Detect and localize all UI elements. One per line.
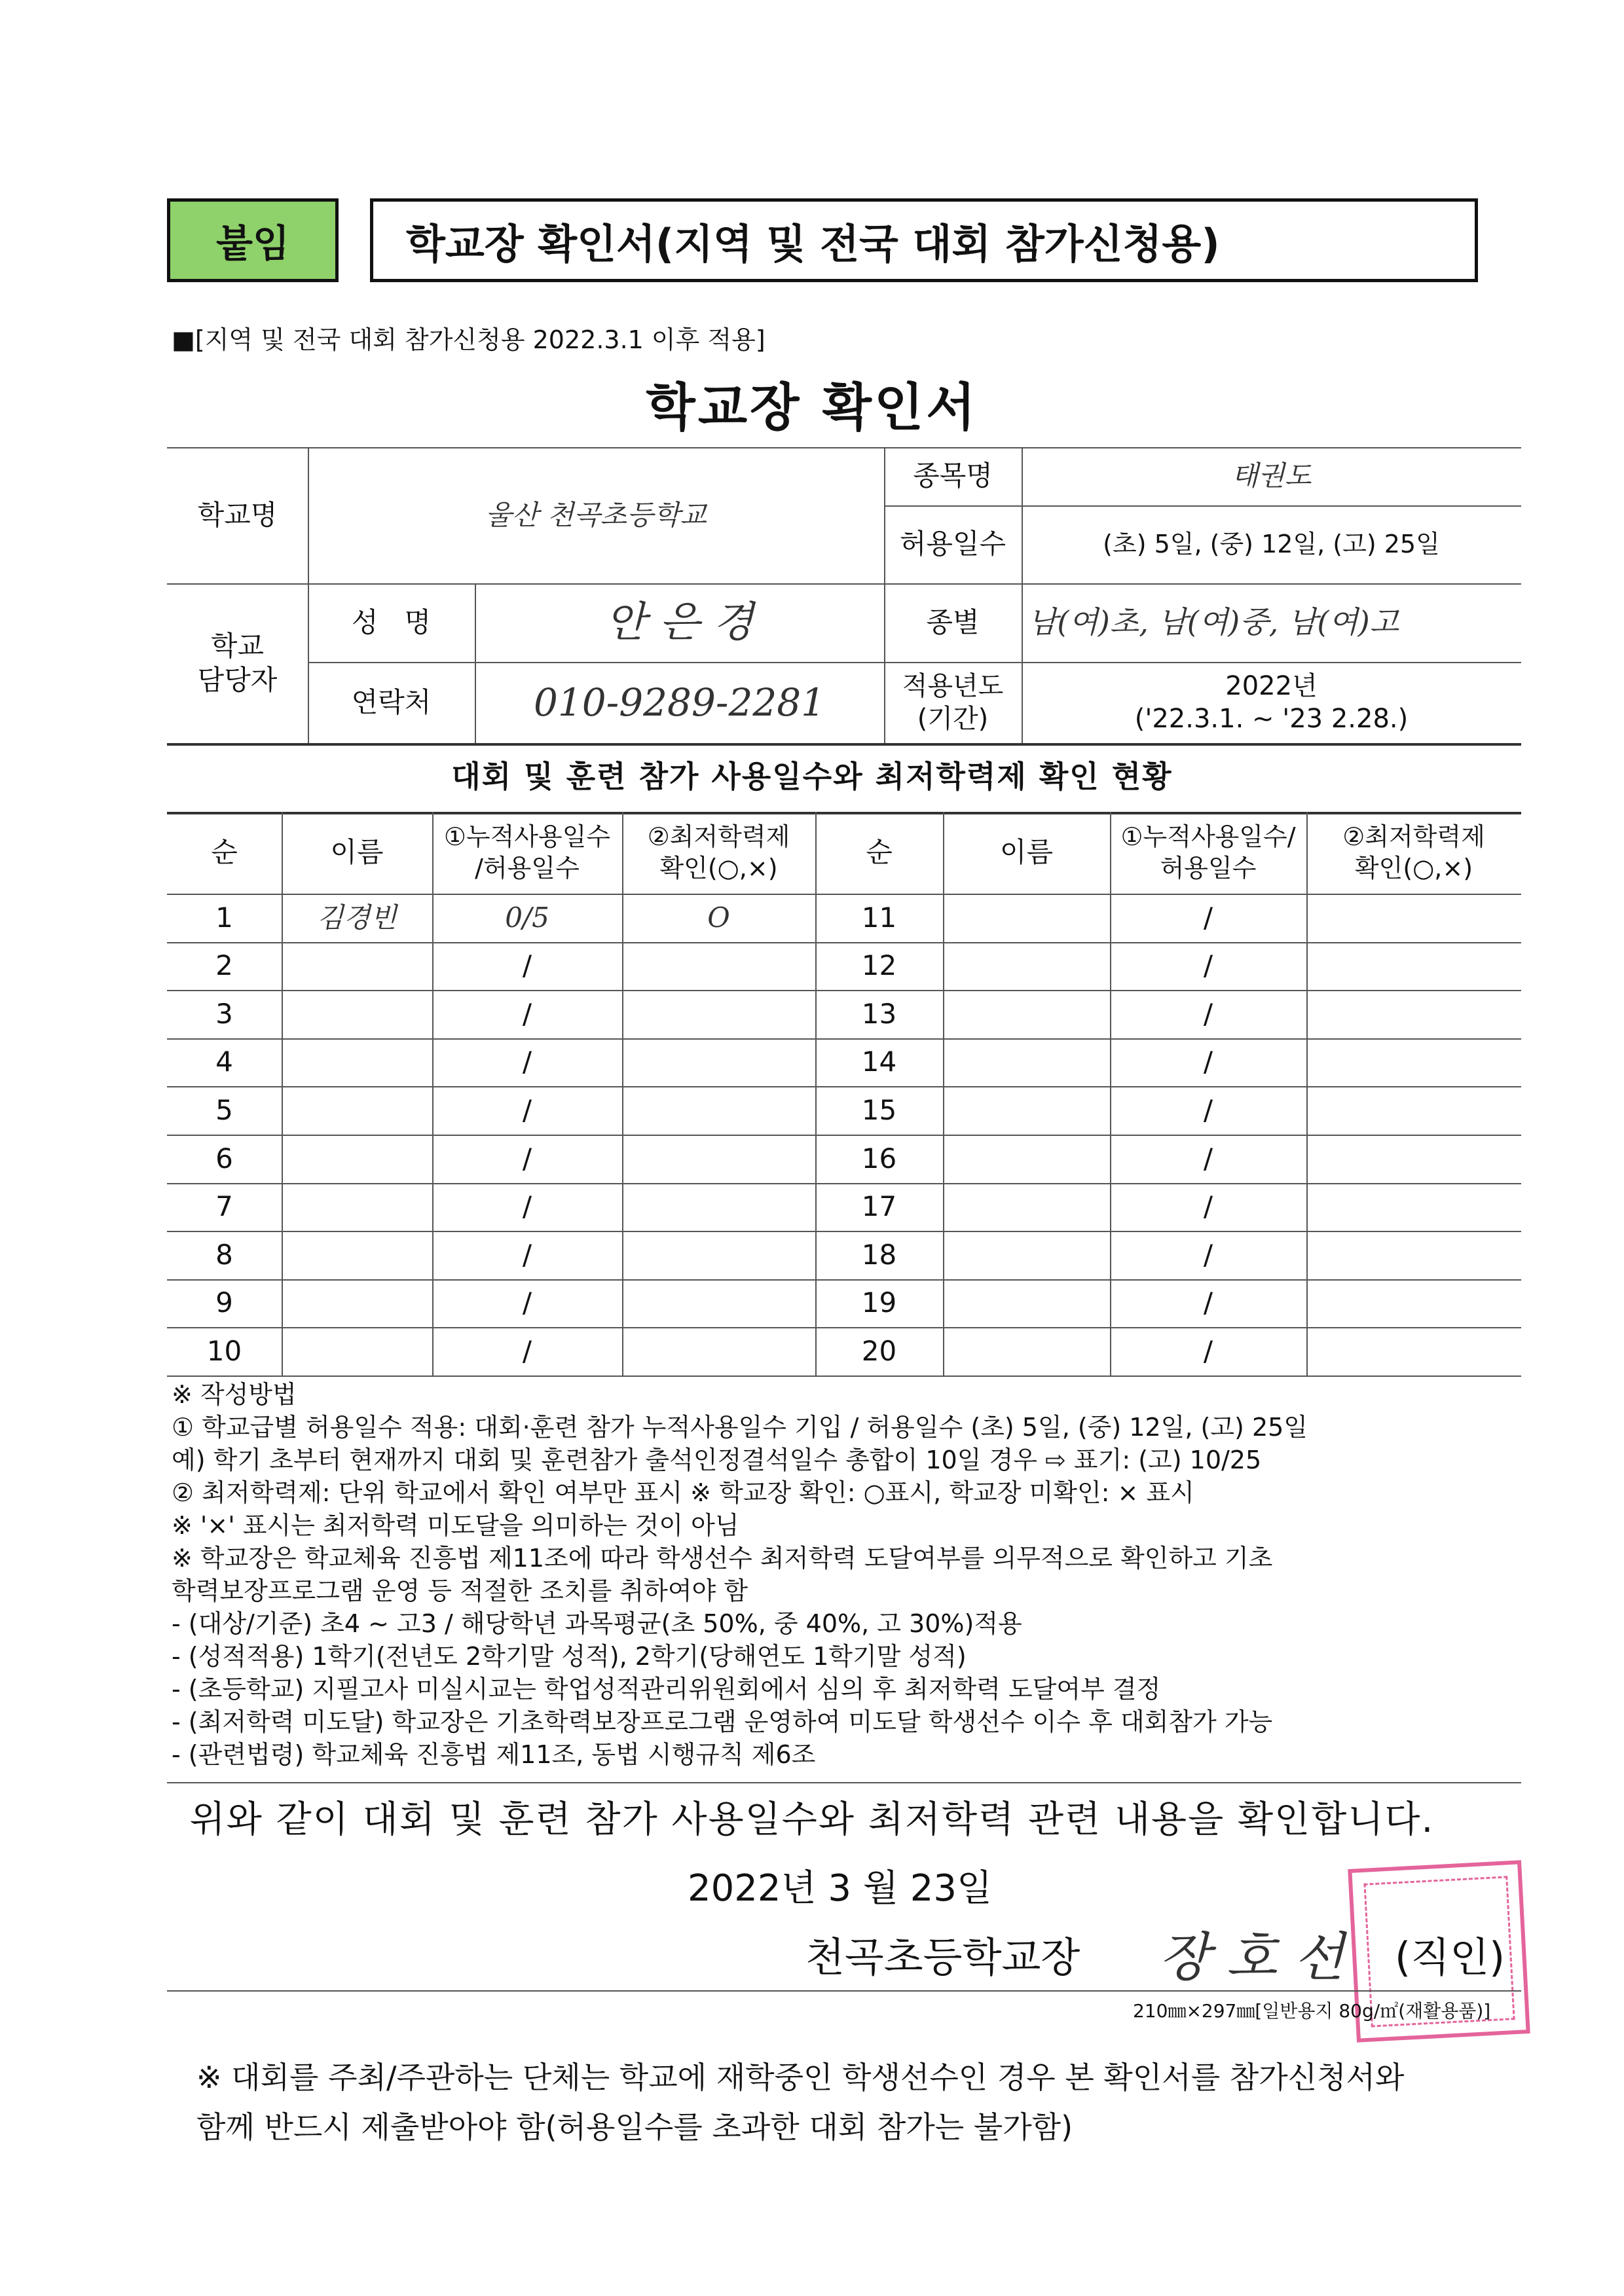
document-title: 학교장 확인서 bbox=[646, 378, 978, 437]
school-name-value: 울산 천곡초등학교 bbox=[485, 498, 707, 531]
row-check bbox=[622, 1135, 815, 1183]
row-name bbox=[943, 1231, 1110, 1279]
row-name bbox=[282, 1086, 432, 1135]
col-header-days: ①누적사용일수/ 허용일수 bbox=[1120, 822, 1296, 883]
row-number: 8 bbox=[215, 1238, 233, 1271]
row-number: 15 bbox=[861, 1093, 897, 1126]
row-number: 11 bbox=[861, 901, 897, 934]
note-line: ※ '×' 표시는 최저학력 미도달을 의미하는 것이 아님 bbox=[172, 1511, 739, 1540]
manager-name-label: 성 명 bbox=[351, 606, 432, 638]
row-number: 5 bbox=[215, 1093, 233, 1126]
header-title: 학교장 확인서(지역 및 전국 대회 참가신청용) bbox=[370, 198, 1478, 282]
row-days: / bbox=[522, 997, 532, 1030]
note-line: - (대상/기준) 초4 ~ 고3 / 해당학년 과목평균(초 50%, 중 40%, 고 30%)적용 bbox=[172, 1609, 1022, 1638]
row-number: 20 bbox=[861, 1334, 897, 1367]
row-name bbox=[943, 1038, 1110, 1087]
year-value: 2022년 ('22.3.1. ~ '23 2.28.) bbox=[1134, 671, 1409, 734]
footer-note: ※ 대회를 주최/주관하는 단체는 학교에 재학중인 학생선수인 경우 본 확인서를 참가신청서와 함께 반드시 제출받아야 함(허용일수를 초과한 대회 참가는 불가함) bbox=[196, 2060, 1405, 2145]
row-days: / bbox=[1203, 1286, 1213, 1319]
row-days: / bbox=[522, 1093, 532, 1126]
row-days: / bbox=[1203, 1093, 1213, 1126]
row-number: 10 bbox=[206, 1334, 242, 1367]
row-number: 17 bbox=[861, 1190, 897, 1223]
row-check bbox=[1306, 1086, 1521, 1135]
confirmation-text: 위와 같이 대회 및 훈련 참가 사용일수와 최저학력 관련 내용을 확인합니다. bbox=[189, 1798, 1435, 1841]
row-days: / bbox=[522, 949, 532, 982]
row-name bbox=[282, 942, 432, 991]
row-days: / bbox=[522, 1142, 532, 1175]
row-name bbox=[282, 990, 432, 1038]
row-days: / bbox=[1203, 1238, 1213, 1271]
row-days: 0/5 bbox=[505, 901, 549, 934]
gender-label: 종별 bbox=[926, 606, 980, 638]
row-name bbox=[282, 1038, 432, 1087]
contact-value: 010-9289-2281 bbox=[533, 680, 826, 725]
row-check bbox=[1306, 1231, 1521, 1279]
row-number: 1 bbox=[215, 901, 233, 934]
manager-name-value: 안 은 경 bbox=[605, 598, 754, 647]
row-days: / bbox=[522, 1238, 532, 1271]
note-line: 예) 학기 초부터 현재까지 대회 및 훈련참가 출석인정결석일수 총합이 10일 경우 ⇨ 표기: (고) 10/25 bbox=[172, 1446, 1262, 1474]
row-check bbox=[622, 1327, 815, 1376]
row-name bbox=[943, 1279, 1110, 1328]
row-check bbox=[622, 1231, 815, 1279]
row-name: 김경빈 bbox=[317, 901, 397, 934]
paper-spec: 210㎜×297㎜[일반용지 80g/㎡(재활용품)] bbox=[1133, 2000, 1491, 2022]
row-days: / bbox=[522, 1334, 532, 1367]
row-check bbox=[622, 990, 815, 1038]
applicability-notice: ■[지역 및 전국 대회 참가신청용 2022.3.1 이후 적용] bbox=[172, 325, 766, 354]
row-name bbox=[943, 1327, 1110, 1376]
row-number: 13 bbox=[861, 997, 897, 1030]
row-check bbox=[1306, 1183, 1521, 1231]
row-name bbox=[943, 990, 1110, 1038]
row-name bbox=[282, 1231, 432, 1279]
row-check: O bbox=[707, 901, 730, 934]
row-check bbox=[1306, 942, 1521, 991]
row-number: 7 bbox=[215, 1190, 233, 1223]
row-days: / bbox=[1203, 1046, 1213, 1078]
row-name bbox=[943, 1183, 1110, 1231]
note-line: - (관련법령) 학교체육 진흥법 제11조, 동법 시행규칙 제6조 bbox=[172, 1740, 816, 1769]
row-days: / bbox=[1203, 1142, 1213, 1175]
col-header-check: ②최저학력제 확인(○,×) bbox=[647, 822, 790, 883]
year-label: 적용년도 (기간) bbox=[902, 671, 1004, 734]
row-number: 2 bbox=[215, 949, 233, 982]
row-name bbox=[943, 942, 1110, 991]
row-check bbox=[1306, 1038, 1521, 1087]
row-check bbox=[1306, 894, 1521, 942]
row-check bbox=[622, 1038, 815, 1087]
principal-title: 천곡초등학교장 bbox=[805, 1933, 1080, 1981]
row-number: 12 bbox=[861, 949, 897, 982]
row-number: 4 bbox=[215, 1046, 233, 1078]
sport-label: 종목명 bbox=[913, 460, 993, 492]
row-number: 3 bbox=[215, 997, 233, 1030]
note-line: ※ 작성방법 bbox=[172, 1380, 297, 1409]
col-header-no: 순 bbox=[211, 836, 238, 869]
note-line: - (초등학교) 지필고사 미실시교는 학업성적관리위원회에서 심의 후 최저학력 도달여부 결정 bbox=[172, 1675, 1161, 1704]
row-days: / bbox=[1203, 1334, 1213, 1367]
seal-label: (직인) bbox=[1395, 1933, 1505, 1981]
row-days: / bbox=[522, 1190, 532, 1223]
row-number: 18 bbox=[861, 1238, 897, 1271]
allowed-days-label: 허용일수 bbox=[899, 528, 1006, 560]
note-line: ① 학교급별 허용일수 적용: 대회·훈련 참가 누적사용일수 기입 / 허용일수 (초) 5일, (중) 12일, (고) 25일 bbox=[172, 1413, 1308, 1442]
row-days: / bbox=[1203, 901, 1213, 934]
row-number: 9 bbox=[215, 1286, 233, 1319]
row-number: 14 bbox=[861, 1046, 897, 1078]
date-text: 2022년 3 월 23일 bbox=[688, 1867, 993, 1910]
row-check bbox=[1306, 990, 1521, 1038]
contact-label: 연락처 bbox=[351, 685, 432, 718]
col-header-check: ②최저학력제 확인(○,×) bbox=[1342, 822, 1485, 883]
row-check bbox=[622, 1086, 815, 1135]
row-name bbox=[943, 894, 1110, 942]
col-header-days: ①누적사용일수 /허용일수 bbox=[443, 822, 611, 883]
row-check bbox=[622, 942, 815, 991]
row-days: / bbox=[1203, 1190, 1213, 1223]
note-line: - (성적적용) 1학기(전년도 2학기말 성적), 2학기(당해연도 1학기말 성적) bbox=[172, 1642, 967, 1671]
attachment-tag: 붙임 bbox=[167, 198, 339, 282]
row-check bbox=[1306, 1327, 1521, 1376]
row-check bbox=[1306, 1135, 1521, 1183]
row-days: / bbox=[522, 1286, 532, 1319]
col-header-name: 이름 bbox=[999, 836, 1054, 869]
note-line: ② 최저학력제: 단위 학교에서 확인 여부만 표시 ※ 학교장 확인: ○표시, 학교장 미확인: × 표시 bbox=[172, 1478, 1194, 1507]
row-name bbox=[943, 1086, 1110, 1135]
manager-label: 학교 담당자 bbox=[197, 629, 278, 696]
note-line: - (최저학력 미도달) 학교장은 기초학력보장프로그램 운영하여 미도달 학생선수 이수 후 대회참가 가능 bbox=[172, 1707, 1273, 1736]
writing-notes bbox=[172, 1378, 1507, 1771]
row-number: 16 bbox=[861, 1142, 897, 1175]
row-check bbox=[1306, 1279, 1521, 1328]
col-header-name: 이름 bbox=[330, 836, 384, 869]
row-name bbox=[282, 1135, 432, 1183]
sport-value: 태권도 bbox=[1231, 460, 1312, 492]
allowed-days-value: (초) 5일, (중) 12일, (고) 25일 bbox=[1103, 529, 1440, 558]
row-days: / bbox=[1203, 949, 1213, 982]
note-line: 학력보장프로그램 운영 등 적절한 조치를 취하여야 함 bbox=[172, 1576, 748, 1605]
col-header-no: 순 bbox=[866, 836, 893, 869]
row-name bbox=[282, 1279, 432, 1328]
row-days: / bbox=[1203, 997, 1213, 1030]
principal-signature: 장 호 선 bbox=[1159, 1927, 1344, 1988]
row-days: / bbox=[522, 1046, 532, 1078]
section-title: 대회 및 훈련 참가 사용일수와 최저학력제 확인 현황 bbox=[451, 759, 1173, 794]
gender-value: 남(여)초, 남(여)중, 남(여)고 bbox=[1028, 604, 1399, 640]
note-line: ※ 학교장은 학교체육 진흥법 제11조에 따라 학생선수 최저학력 도달여부를 의무적으로 확인하고 기초 bbox=[172, 1544, 1273, 1573]
seal-label-text: 직인 bbox=[1411, 1933, 1489, 1981]
row-name bbox=[282, 1183, 432, 1231]
school-name-label: 학교명 bbox=[197, 498, 278, 531]
row-name bbox=[943, 1135, 1110, 1183]
row-check bbox=[622, 1183, 815, 1231]
row-check bbox=[622, 1279, 815, 1328]
row-number: 19 bbox=[861, 1286, 897, 1319]
row-name bbox=[282, 1327, 432, 1376]
row-number: 6 bbox=[215, 1142, 233, 1175]
